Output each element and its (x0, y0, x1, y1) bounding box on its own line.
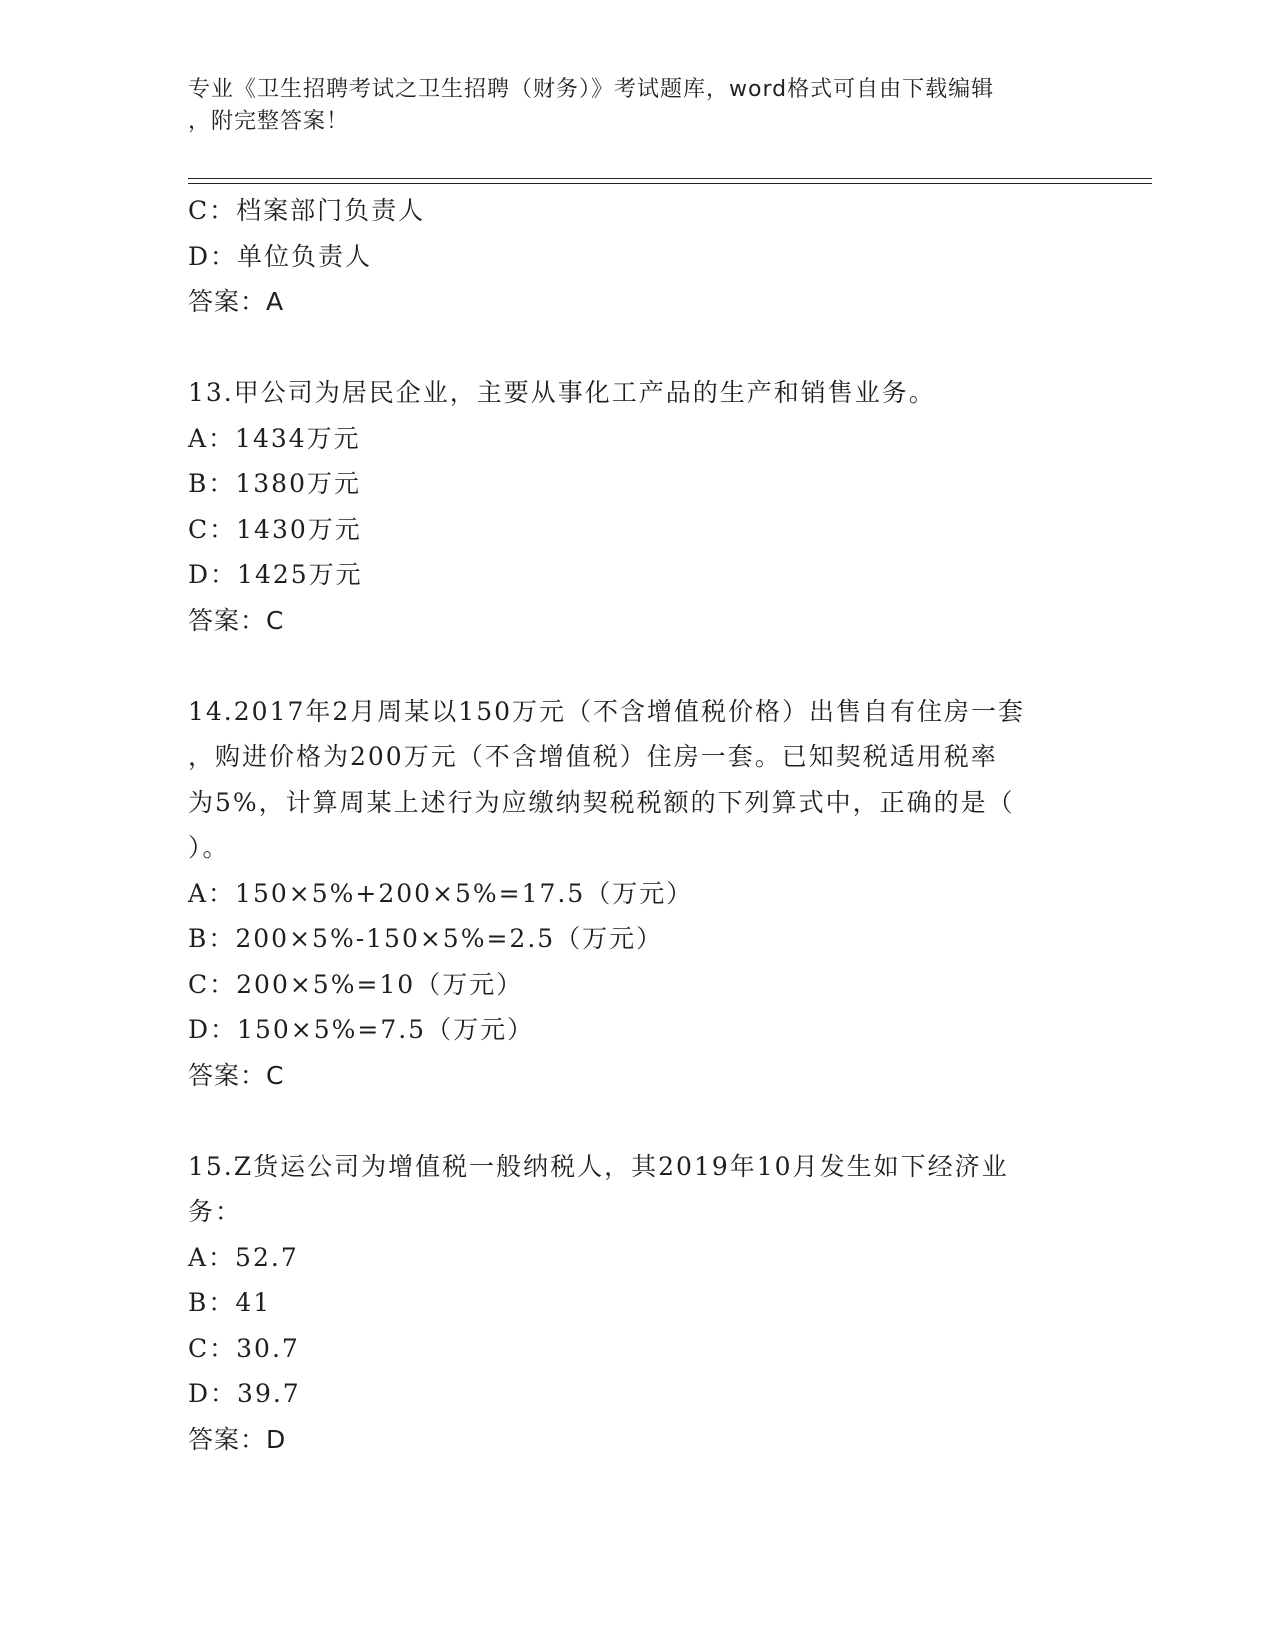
document-header (188, 74, 1068, 138)
question-13 (188, 370, 1088, 643)
question-stem: 14.2017年2月周某以150万元（不含增值税价格）出售自有住房一套 (188, 696, 1026, 726)
answer-line: 答案：A (188, 287, 285, 316)
option-b: B：200×5%-150×5%=2.5（万元） (188, 924, 664, 953)
answer-line: 答案：C (188, 1060, 285, 1090)
spacer (188, 643, 1088, 689)
question-stem: 务： (188, 1197, 243, 1226)
question-15 (188, 1144, 1088, 1463)
option-c: C：档案部门负责人 (188, 196, 426, 225)
question-list (188, 188, 1088, 1462)
option-c: C：200×5%=10（万元） (188, 969, 524, 999)
option-c: C：30.7 (188, 1333, 300, 1363)
option-a: A：150×5%+200×5%=17.5（万元） (188, 878, 694, 908)
option-d: D：39.7 (188, 1379, 301, 1408)
question-stem: 15.Z货运公司为增值税一般纳税人，其2019年10月发生如下经济业 (188, 1151, 1009, 1181)
option-b: B：1380万元 (188, 469, 361, 498)
question-14 (188, 689, 1088, 1099)
option-d: D：150×5%=7.5（万元） (188, 1015, 535, 1044)
option-a: A：1434万元 (188, 423, 361, 453)
question-12-tail (188, 188, 1088, 325)
option-a: A：52.7 (188, 1242, 299, 1272)
answer-line: 答案：D (188, 1424, 287, 1454)
header-line-1: 专业《卫生招聘考试之卫生招聘（财务）》考试题库，word格式可自由下载编辑 (188, 77, 995, 102)
option-d: D：单位负责人 (188, 241, 373, 271)
option-d: D：1425万元 (188, 560, 363, 589)
header-line-2: ，附完整答案！ (188, 109, 350, 134)
spacer (188, 1098, 1088, 1144)
question-stem: ，购进价格为200万元（不含增值税）住房一套。已知契税适用税率 (188, 742, 998, 771)
header-divider-bottom (188, 183, 1152, 184)
answer-line: 答案：C (188, 605, 285, 635)
question-stem: ）。 (188, 833, 230, 862)
header-divider-top (188, 178, 1152, 179)
option-b: B：41 (188, 1288, 272, 1317)
option-c: C：1430万元 (188, 514, 362, 544)
question-stem: 为5%，计算周某上述行为应缴纳契税税额的下列算式中，正确的是（ (188, 787, 1015, 817)
question-stem: 13.甲公司为居民企业，主要从事化工产品的生产和销售业务。 (188, 378, 936, 407)
spacer (188, 325, 1088, 371)
